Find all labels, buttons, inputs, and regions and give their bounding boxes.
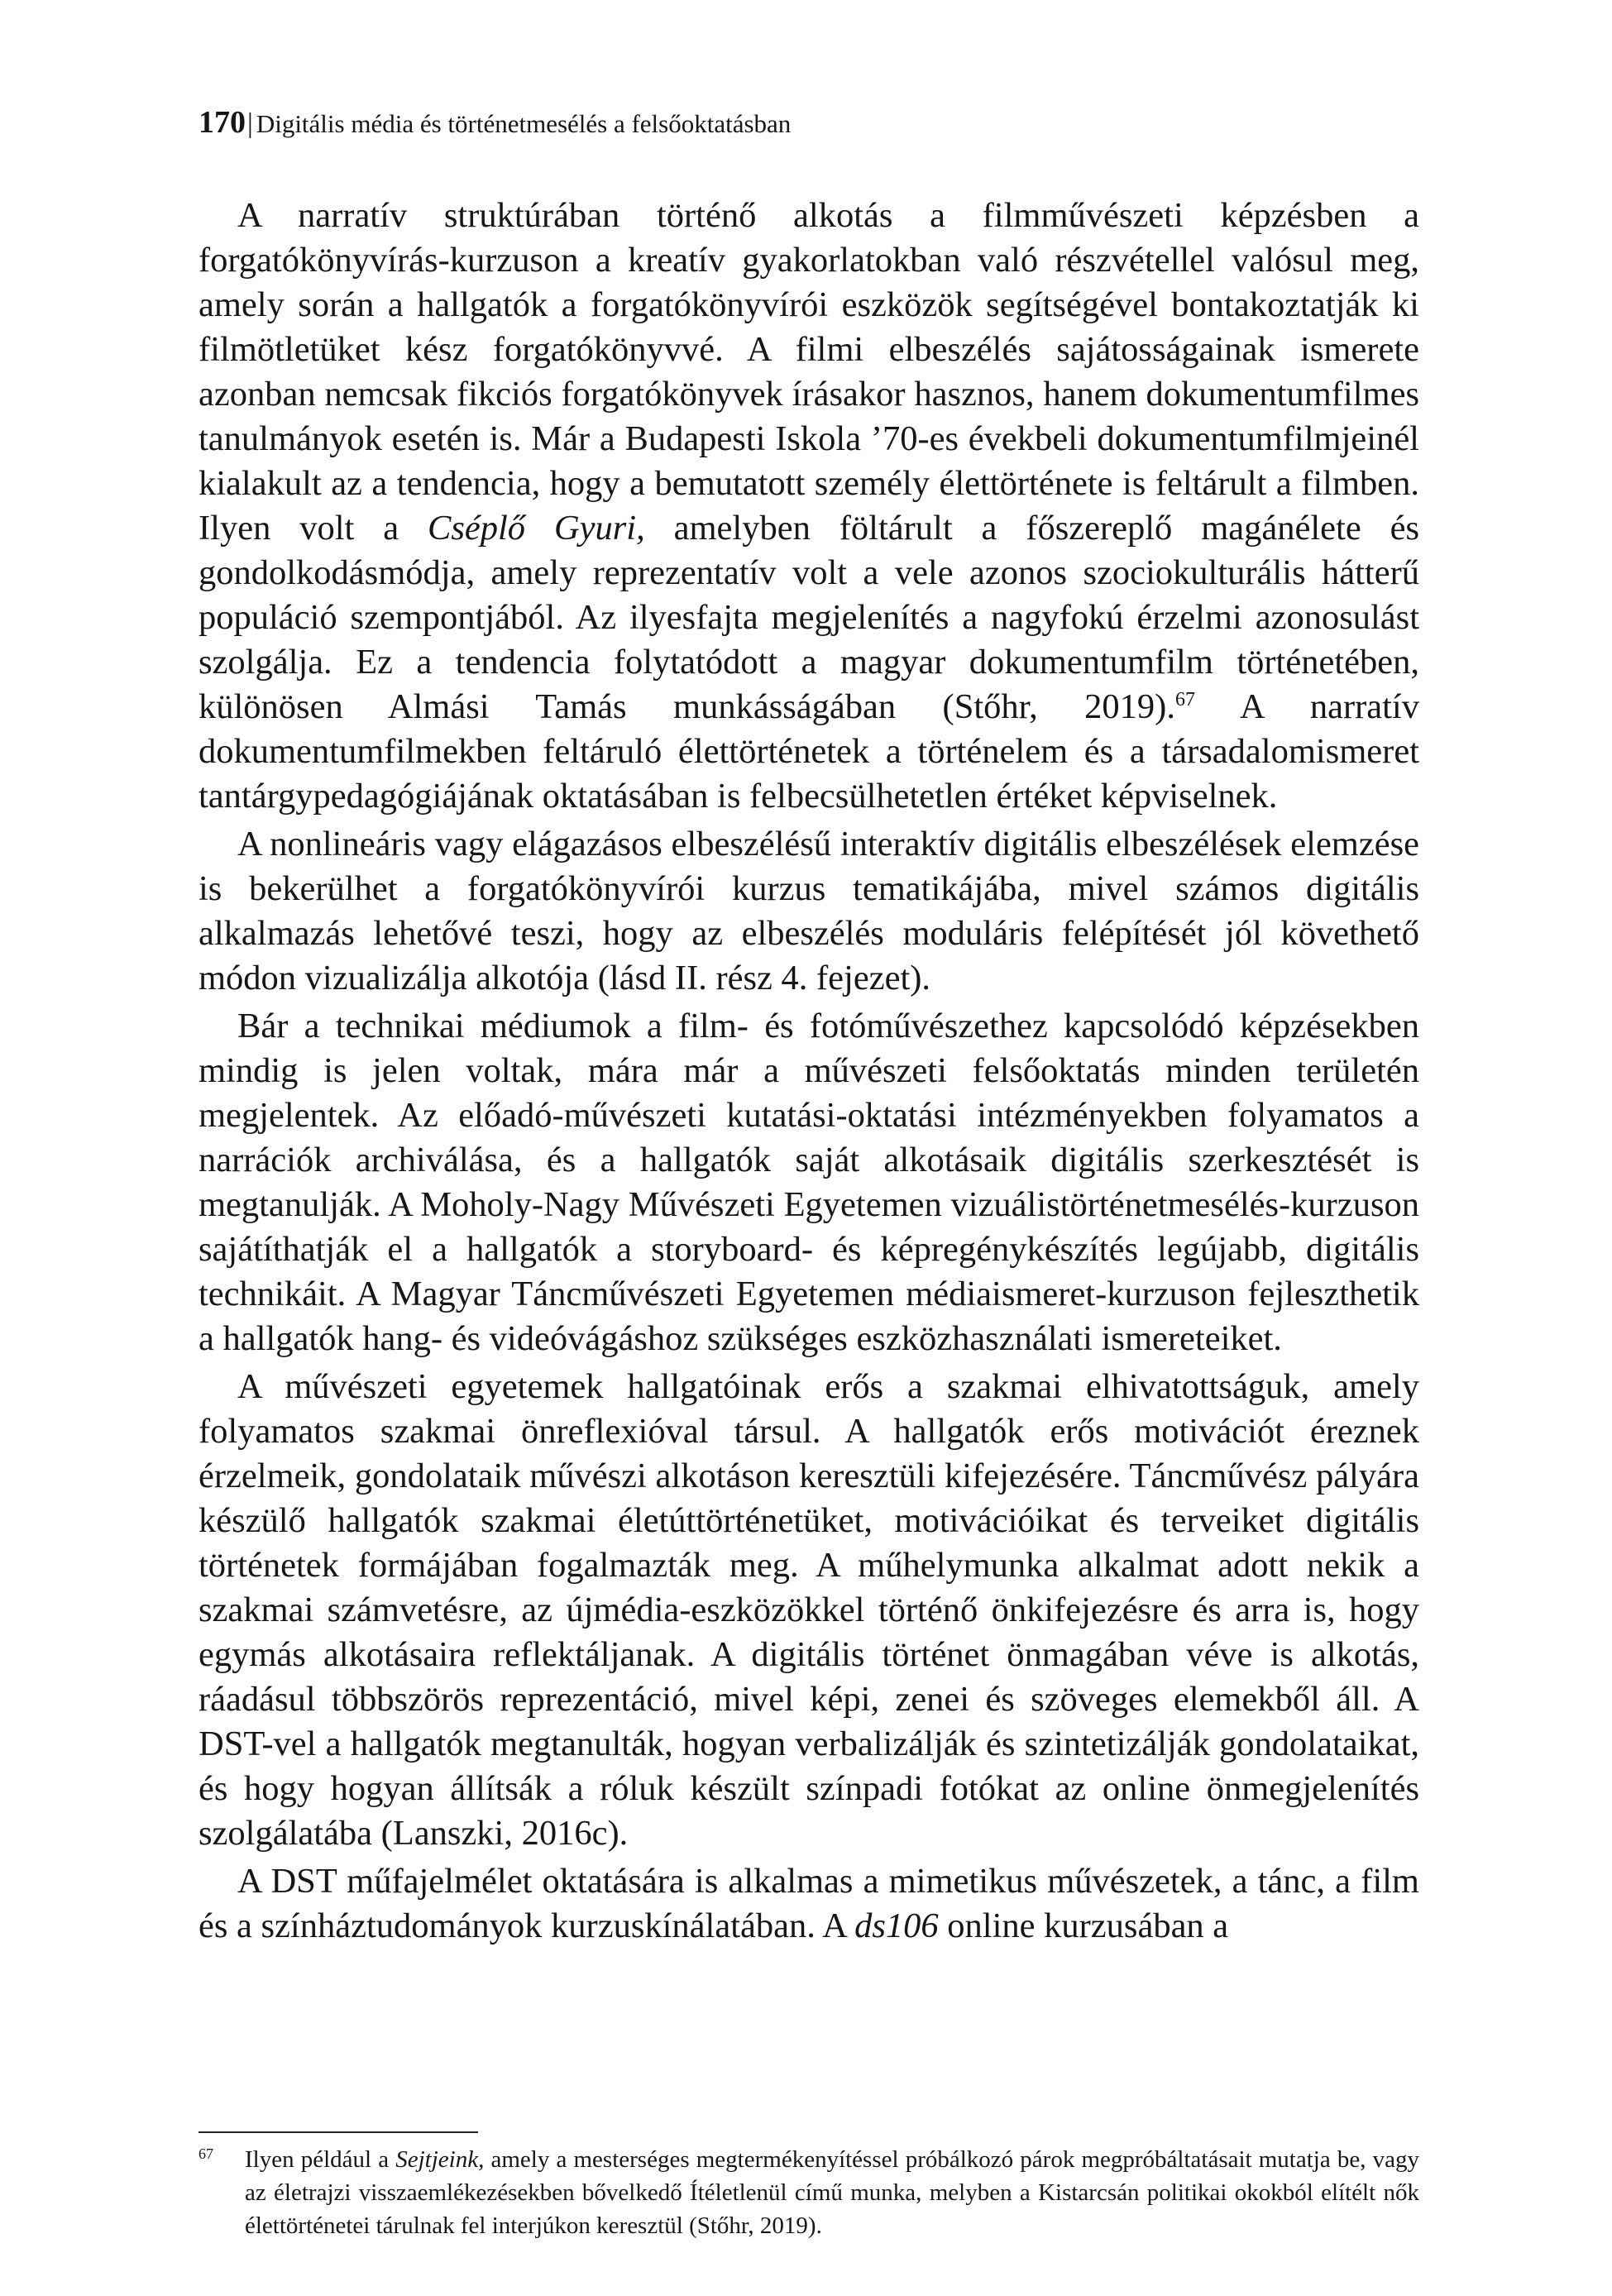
paragraph-4: A művészeti egyetemek hallgatóinak erős a szakmai elhivatottságuk, amely folyamatos szakmai önreflexióval társul. A hallgatók erős motivációt éreznek érzelmeik, gondolataik művészi alkotáson keresztüli kifejezésére. Táncművész pályára készülő hallgatók szakmai életúttörténetüket, motivációikat és terveiket digitális történetek formájában fogalmazták meg. A műhelymunka alkalmat adott nekik a szakmai számvetésre, az újmédia-eszközökkel történő önkifejezésre és arra is, hogy egymás alkotásaira reflektáljanak. A digitális történet önmagában véve is alkotás, ráadásul többszörös reprezentáció, mivel képi, zenei és szöveges elemekből áll. A DST-vel a hallgatók megtanulták, hogyan verbalizálják és szintetizálják gondolataikat, és hogy hogyan állítsák a róluk készült színpadi fotókat az online önmegjelenítés szolgálatába (Lanszki, 2016c). [199,1367,1419,1853]
main-text [199,194,1419,1949]
course-title-ds106: ds106 [854,1906,939,1945]
paragraph-5-text-b: online kurzusában a [938,1906,1229,1945]
film-title-sejtjeink: Sejtjeink, [395,2146,485,2173]
paragraph-3: Bár a technikai médiumok a film- és fotóművészethez kapcsolódó képzésekben mindig is jelen voltak, mára már a művészeti felsőoktatás minden területén megjelentek. Az előadó-művészeti kutatási-oktatási intézményekben folyamatos a narrációk archiválása, és a hallgatók saját alkotásaik digitális szerkesztését is megtanulják. A Moholy-Nagy Művészeti Egyetemen vizuálistörténetmesélés-kurzuson sajátíthatják el a hallgatók a storyboard- és képregénykészítés legújabb, digitális technikáit. A Magyar Táncművészeti Egyetemen médiaismeret-kurzuson fejleszthetik a hallgatók hang- és videóvágáshoz szükséges eszközhasználati ismereteiket. [199,1007,1419,1358]
header-separator: | [247,108,253,139]
page-number: 170 [199,105,246,140]
footnote-text [245,2143,1419,2242]
film-title-csepl-gyuri: Cséplő Gyuri, [428,509,645,548]
running-title: Digitális média és történetmesélés a felsőoktatásban [256,109,792,138]
paragraph-1-text-c: A narratív dokumentumfilmekben feltáruló élettörténetek a történelem és a társadalomismeret tantárgypedagógiájának oktatásában is felbecsülhetetlen értéket képviselnek. [199,687,1419,816]
footnote-reference-67[interactable]: 67 [1174,689,1195,710]
paragraph-2: A nonlineáris vagy elágazásos elbeszélésű interaktív digitális elbeszélések elemzése is bekerülhet a forgatókönyvírói kurzus tematikájába, mivel számos digitális alkalmazás lehetővé teszi, hogy az elbeszélés moduláris felépítését jól követhető módon vizualizálja alkotója (lásd II. rész 4. fejezet). [199,825,1419,997]
footnote-divider [199,2131,478,2133]
paragraph-1-text-b: amelyben föltárult a főszereplő magánélete és gondolkodásmódja, amely reprezentatív volt a vele azonos szociokulturális hátterű populáció szempontjából. Az ilyesfajta megjelenítés a nagyfokú érzelmi azonosulást szolgálja. Ez a tendencia folytatódott a magyar dokumentumfilm történetében, különösen Almási Tamás munkásságában (Stőhr, 2019). [199,509,1419,726]
paragraph-1 [199,194,1419,819]
footnote-text-b: amely a mesterséges megtermékenyítéssel próbálkozó párok megpróbáltatásait mutatja be, vagy az életrajzi visszaemlékezésekben bővelkedő Ítéletlenül című munka, melyben a Kistarcsán politikai okokból elítélt nők élettörténetei tárulnak fel interjúkon keresztül (Stőhr, 2019). [245,2146,1419,2239]
paragraph-1-text-a: A narratív struktúrában történő alkotás a filmművészeti képzésben a forgatókönyvírás-kurzuson a kreatív gyakorlatokban való részvétellel valósul meg, amely során a hallgatók a forgatókönyvírói eszközök segítségével bontakoztatják ki filmötletüket kész forgatókönyvvé. A filmi elbeszélés sajátosságainak ismerete azonban nemcsak fikciós forgatókönyvek írásakor hasznos, hanem dokumentumfilmes tanulmányok esetén is. Már a Budapesti Iskola ’70-es évekbeli dokumentumfilmjeinél kialakult az a tendencia, hogy a bemutatott személy élettörténete is feltárult a filmben. Ilyen volt a [199,196,1419,548]
footnote-67 [199,2143,1419,2242]
paragraph-5-text-a: A DST műfajelmélet oktatására is alkalmas a mimetikus művészetek, a tánc, a film és a színháztudományok kurzuskínálatában. A [199,1862,1419,1945]
footnote-number: 67 [199,2145,213,2162]
running-header [199,106,791,141]
paragraph-5 [199,1859,1419,1949]
footnote-text-a: Ilyen például a [245,2146,396,2173]
